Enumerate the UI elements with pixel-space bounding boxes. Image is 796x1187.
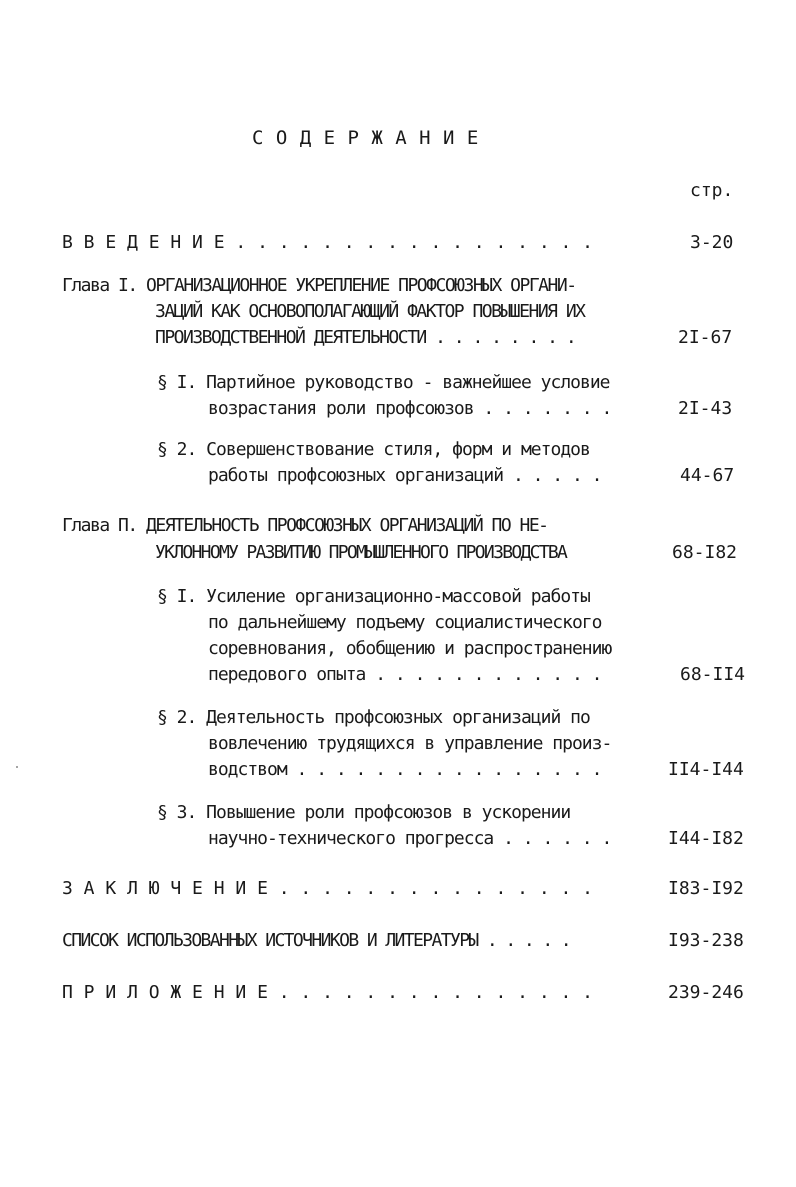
- toc-section-1-2-line-1[interactable]: § 2. Совершенствование стиля, форм и методов: [157, 439, 590, 460]
- toc-section-2-3-line-2[interactable]: научно-технического прогресса . . . . . .: [208, 828, 612, 849]
- toc-section-2-1-line-3[interactable]: соревнования, обобщению и распространению: [208, 638, 612, 659]
- toc-section-2-2-line-2[interactable]: вовлечению трудящихся в управление произ-: [208, 733, 612, 754]
- toc-page-section-1-1: 2I-43: [678, 398, 733, 419]
- toc-section-1-2-line-2[interactable]: работы профсоюзных организаций . . . . .: [208, 465, 602, 486]
- toc-section-2-3-line-1[interactable]: § 3. Повышение роли профсоюзов в ускорении: [157, 802, 571, 823]
- toc-page-section-2-1: 68-II4: [680, 664, 746, 685]
- toc-chapter-1-line-1[interactable]: Глава I. ОРГАНИЗАЦИОННОЕ УКРЕПЛЕНИЕ ПРОФСОЮЗНЫХ ОРГАНИ-: [62, 275, 576, 296]
- toc-page-section-2-2: II4-I44: [668, 759, 744, 780]
- toc-chapter-1-line-3[interactable]: ПРОИЗВОДСТВЕННОЙ ДЕЯТЕЛЬНОСТИ . . . . . . . .: [155, 327, 576, 348]
- toc-chapter-2-line-1[interactable]: Глава П. ДЕЯТЕЛЬНОСТЬ ПРОФСОЮЗНЫХ ОРГАНИЗАЦИЙ ПО НЕ-: [62, 515, 548, 536]
- toc-page-chapter-2: 68-I82: [672, 542, 738, 563]
- scan-speck: [16, 766, 18, 768]
- toc-page-appendix: 239-246: [668, 982, 744, 1003]
- toc-entry-appendix[interactable]: П Р И Л О Ж Е Н И Е . . . . . . . . . . . . . . .: [62, 982, 594, 1003]
- toc-chapter-2-line-2[interactable]: УКЛОННОМУ РАЗВИТИЮ ПРОМЫШЛЕННОГО ПРОИЗВОДСТВА: [155, 542, 567, 563]
- toc-entry-sources[interactable]: СПИСОК ИСПОЛЬЗОВАННЫХ ИСТОЧНИКОВ И ЛИТЕРАТУРЫ . . . . .: [62, 930, 571, 951]
- toc-entry-conclusion[interactable]: З А К Л Ю Ч Е Н И Е . . . . . . . . . . . . . . .: [62, 878, 594, 899]
- toc-section-1-1-line-1[interactable]: § I. Партийное руководство - важнейшее условие: [157, 372, 610, 393]
- toc-page-sources: I93-238: [668, 930, 744, 951]
- toc-page-introduction: 3-20: [690, 232, 734, 253]
- toc-section-1-1-line-2[interactable]: возрастания роли профсоюзов . . . . . . .: [208, 398, 612, 419]
- toc-page-section-1-2: 44-67: [680, 465, 735, 486]
- toc-section-2-1-line-2[interactable]: по дальнейшему подъему социалистического: [208, 612, 602, 633]
- toc-page-conclusion: I83-I92: [668, 878, 744, 899]
- toc-page-chapter-1: 2I-67: [678, 327, 733, 348]
- toc-page-section-2-3: I44-I82: [668, 828, 744, 849]
- toc-entry-introduction[interactable]: В В Е Д Е Н И Е . . . . . . . . . . . . . . . . .: [62, 232, 594, 253]
- page-column-header: стр.: [690, 180, 734, 201]
- toc-section-2-1-line-1[interactable]: § I. Усиление организационно-массовой работы: [157, 586, 590, 607]
- toc-section-2-1-line-4[interactable]: передового опыта . . . . . . . . . . . .: [208, 664, 602, 685]
- toc-chapter-1-line-2[interactable]: ЗАЦИЙ КАК ОСНОВОПОЛАГАЮЩИЙ ФАКТОР ПОВЫШЕНИЯ ИХ: [155, 301, 585, 322]
- toc-section-2-2-line-3[interactable]: водством . . . . . . . . . . . . . . . .: [208, 759, 602, 780]
- page-title: С О Д Е Р Ж А Н И Е: [252, 127, 479, 149]
- toc-section-2-2-line-1[interactable]: § 2. Деятельность профсоюзных организаций по: [157, 707, 590, 728]
